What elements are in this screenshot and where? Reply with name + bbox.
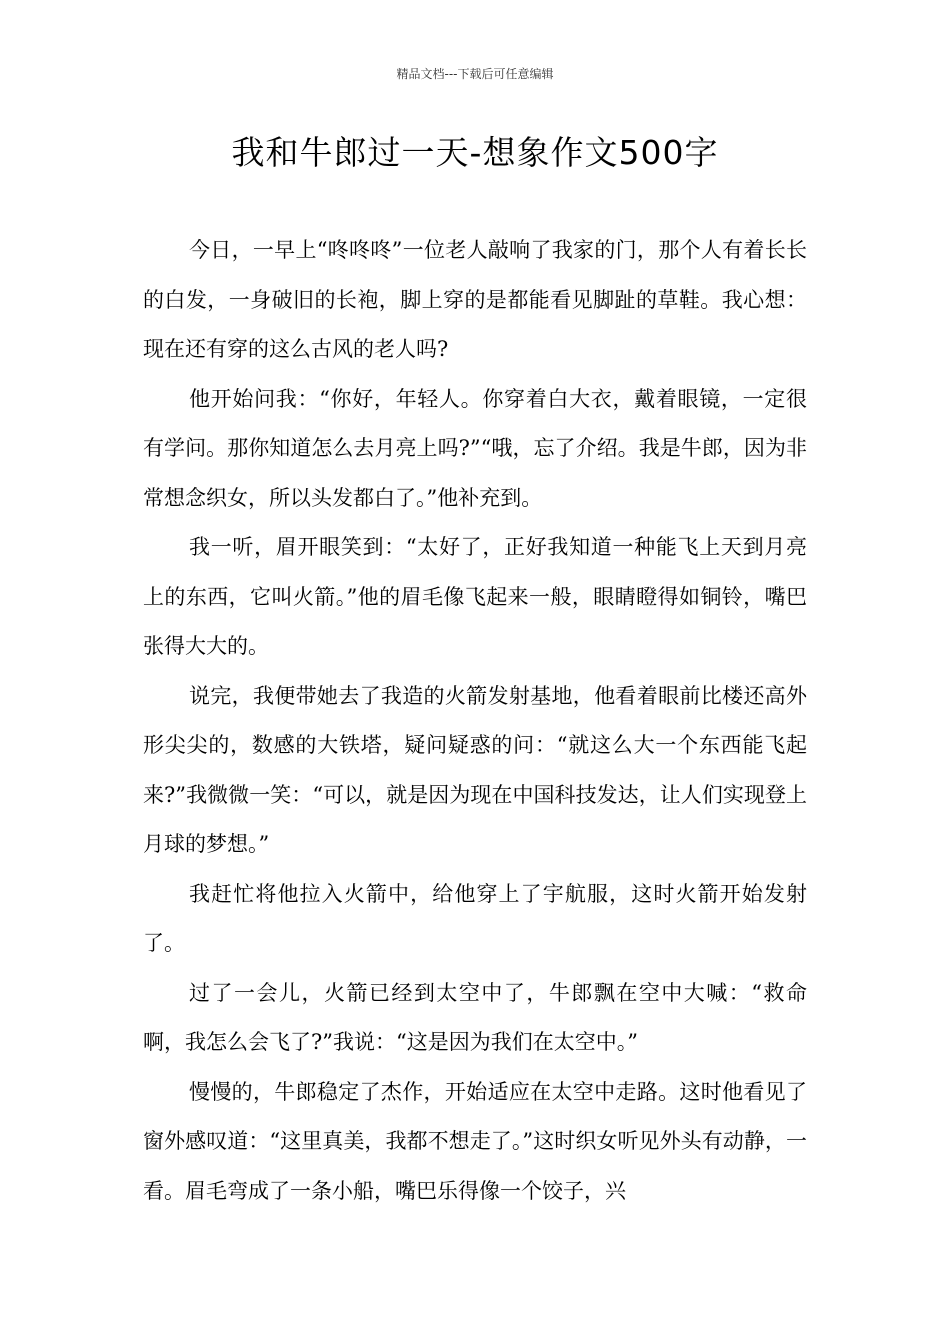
paragraph: 我一听，眉开眼笑到：“太好了，正好我知道一种能飞上天到月亮上的东西，它叫火箭。”他的眉毛像飞起来一般，眼睛瞪得如铜铃，嘴巴张得大大的。 xyxy=(143,535,807,658)
paragraph: 他开始问我：“你好，年轻人。你穿着白大衣，戴着眼镜，一定很有学问。那你知道怎么去月亮上吗?”“哦，忘了介绍。我是牛郎，因为非常想念织女，所以头发都白了。”他补充到。 xyxy=(143,386,807,510)
document-title: 我和牛郎过一天-想象作文500字 xyxy=(231,133,719,172)
paragraph: 慢慢的，牛郎稳定了杰作，开始适应在太空中走路。这时他看见了窗外感叹道：“这里真美，我都不想走了。”这时织女听见外头有动静，一看。眉毛弯成了一条小船，嘴巴乐得像一个饺子，兴 xyxy=(143,1079,807,1203)
paragraph: 过了一会儿，火箭已经到太空中了，牛郎飘在空中大喊：“救命啊，我怎么会飞了?”我说：“这是因为我们在太空中。” xyxy=(143,980,807,1054)
document-body xyxy=(143,226,807,1216)
paragraph: 今日，一早上“咚咚咚”一位老人敲响了我家的门，那个人有着长长的白发，一身破旧的长袍，脚上穿的是都能看见脚趾的草鞋。我心想：现在还有穿的这么古风的老人吗? xyxy=(143,238,807,361)
header-note: 精品文档---下载后可任意编辑 xyxy=(396,67,554,81)
paragraph: 说完，我便带她去了我造的火箭发射基地，他看着眼前比楼还高外形尖尖的，数感的大铁塔，疑问疑惑的问：“就这么大一个东西能飞起来?”我微微一笑：“可以，就是因为现在中国科技发达，让人们实现登上月球的梦想。” xyxy=(143,683,807,856)
paragraph: 我赶忙将他拉入火箭中，给他穿上了宇航服，这时火箭开始发射了。 xyxy=(143,881,807,955)
